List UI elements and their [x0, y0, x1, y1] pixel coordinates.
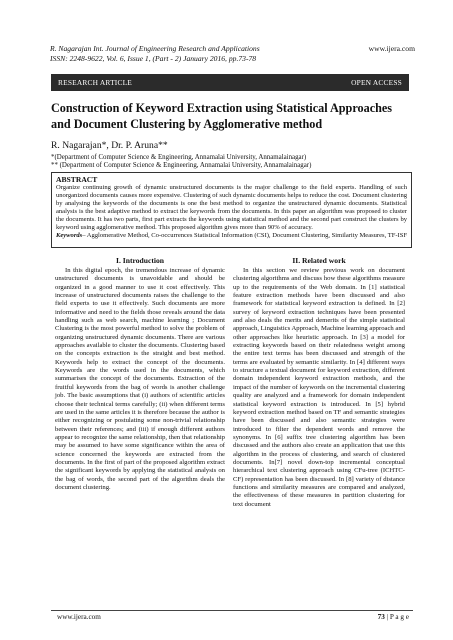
open-access-label: OPEN ACCESS [351, 78, 402, 87]
introduction-heading: I. Introduction [116, 256, 164, 265]
abstract-heading: ABSTRACT [56, 175, 98, 184]
paper-authors: R. Nagarajan*, Dr. P. Aruna** [51, 140, 168, 151]
paper-title: Construction of Keyword Extraction using Statistical Approaches and Document Clustering by Agglomerative method [51, 101, 393, 131]
footer-website[interactable]: www.ijera.com [57, 613, 101, 621]
author-affiliation-2: ** (Department of Computer Science & Engineering, Annamalai University, Annamalainagar) [51, 162, 312, 169]
related-work-text: In this section we review previous work on document clustering algorithms and discuss how these algorithms measure up to the requirements of the Web domain. In [1] statistical feature extraction methods have been discussed and also framework for statistical keyword extraction is defined. In [2] survey of keyword extraction techniques have been presented and also deals the merits and demerits of the simple statistical approach, Linguistics Approach, Machine learning approach and other approaches like heuristic approach. In [3] a model for extracting keywords based on their relatedness weight among the entire text terms has been discussed and strength of the terms are evaluated by semantic similarity. In [4] different ways to structure a textual document for keyword extraction, different domain independent keyword extraction methods, and the impact of the number of keywords on the incremental clustering quality are analyzed and a framework for domain independent statistical keyword extraction is introduced. In [5] hybrid keyword extraction method based on TF and semantic strategies have been discussed and also semantic strategies were introduced to filter the dependent words and remove the synonyms. In [6] suffix tree clustering algorithm has been discussed and the authors also create an application that use this algorithm in the process of clustering, and search of clustered documents. In[7] novel down-top incremental conceptual hierarchical text clustering approach using CFu-tree (ICHTC-CF) representation has been discussed. In [8] variety of distance functions and similarity measures are compared and analyzed, the effectiveness of these measures in partition clustering for text document [233, 267, 405, 508]
journal-issn: ISSN: 2248-9622, Vol. 6, Issue 1, (Part - 2) January 2016, pp.73-78 [50, 54, 257, 63]
journal-citation: R. Nagarajan Int. Journal of Engineering Research and Applications [50, 44, 260, 53]
author-affiliation-1: *(Department of Computer Science & Engineering, Annamalai University, Annamalainagar) [51, 154, 307, 161]
page-suffix: | P a g e [384, 613, 409, 621]
related-work-heading: II. Related work [292, 256, 346, 265]
page-number-label [378, 613, 409, 621]
abstract-box [51, 172, 412, 248]
article-type-label: RESEARCH ARTICLE [58, 78, 132, 87]
keywords-label: Keywords [56, 232, 83, 240]
abstract-text: Organize continuing growth of dynamic unstructured documents is the major challenge to the field experts. Handling of such unorganized documents causes more expensive. Clustering of such dynamic documents helps to reduce the cost. Document clustering by analysing the keywords of the documents is one the best method to organize the unstructured dynamic documents. Statistical analysis is the best adaptive method to extract the keywords from the documents. In this paper an algorithm was proposed to cluster the documents. It has two parts, first part extracts the keywords using statistical method and the second part construct the clusters by keyword using agglomerative method. This proposed algorithm gives more than 90% of accuracy. [56, 184, 407, 232]
right-column [233, 256, 405, 509]
page-number: 73 [377, 613, 385, 621]
keywords-text: – Agglomerative Method, Co-occurrences Statistical Information (CSI), Document Clustering, Similarity Measures, TF-ISF [82, 232, 408, 240]
introduction-text: In this digital epoch, the tremendous increase of dynamic unstructured documents is unavoidable and should be organized in a good manner to use it cost effectively. This increase of unstructured documents raises the challenge to the field experts to use it effectively. Such documents are more informative and need to the fields those reveals around the data handling such as web search, machine learning ; Document Clustering is the most powerful method to solve the problem of organizing unstructured dynamic documents. There are various approaches available to cluster the documents. Clustering based on the concepts extraction is the straight and best method. Keywords help to extract the concept of the documents. Keywords are the words used in the documents, which summarises the concept of the documents. Extraction of the fruitful keywords from the bag of words is another challenge job. The basic assumptions that (i) authors of scientific articles choose their technical terms carefully; (ii) when different terms are used in the same articles it is therefore because the author is either recognizing or postulating some non-trivial relationship between their references; and (iii) if enough different authors appear to recognize the same relationship, then that relationship may be assumed to have some significance within the area of science concerned the keywords are extracted from the documents. In the first of part of the proposed algorithm extract the significant keywords by applying the statistical analysis on the bag of words, the second part of the algorithm deals the document clustering. [55, 267, 225, 491]
page-footer [51, 610, 413, 623]
keywords-line [56, 232, 407, 240]
left-column [55, 256, 225, 492]
journal-website[interactable]: www.ijera.com [368, 44, 415, 53]
article-banner [51, 74, 409, 91]
journal-header [50, 44, 260, 64]
